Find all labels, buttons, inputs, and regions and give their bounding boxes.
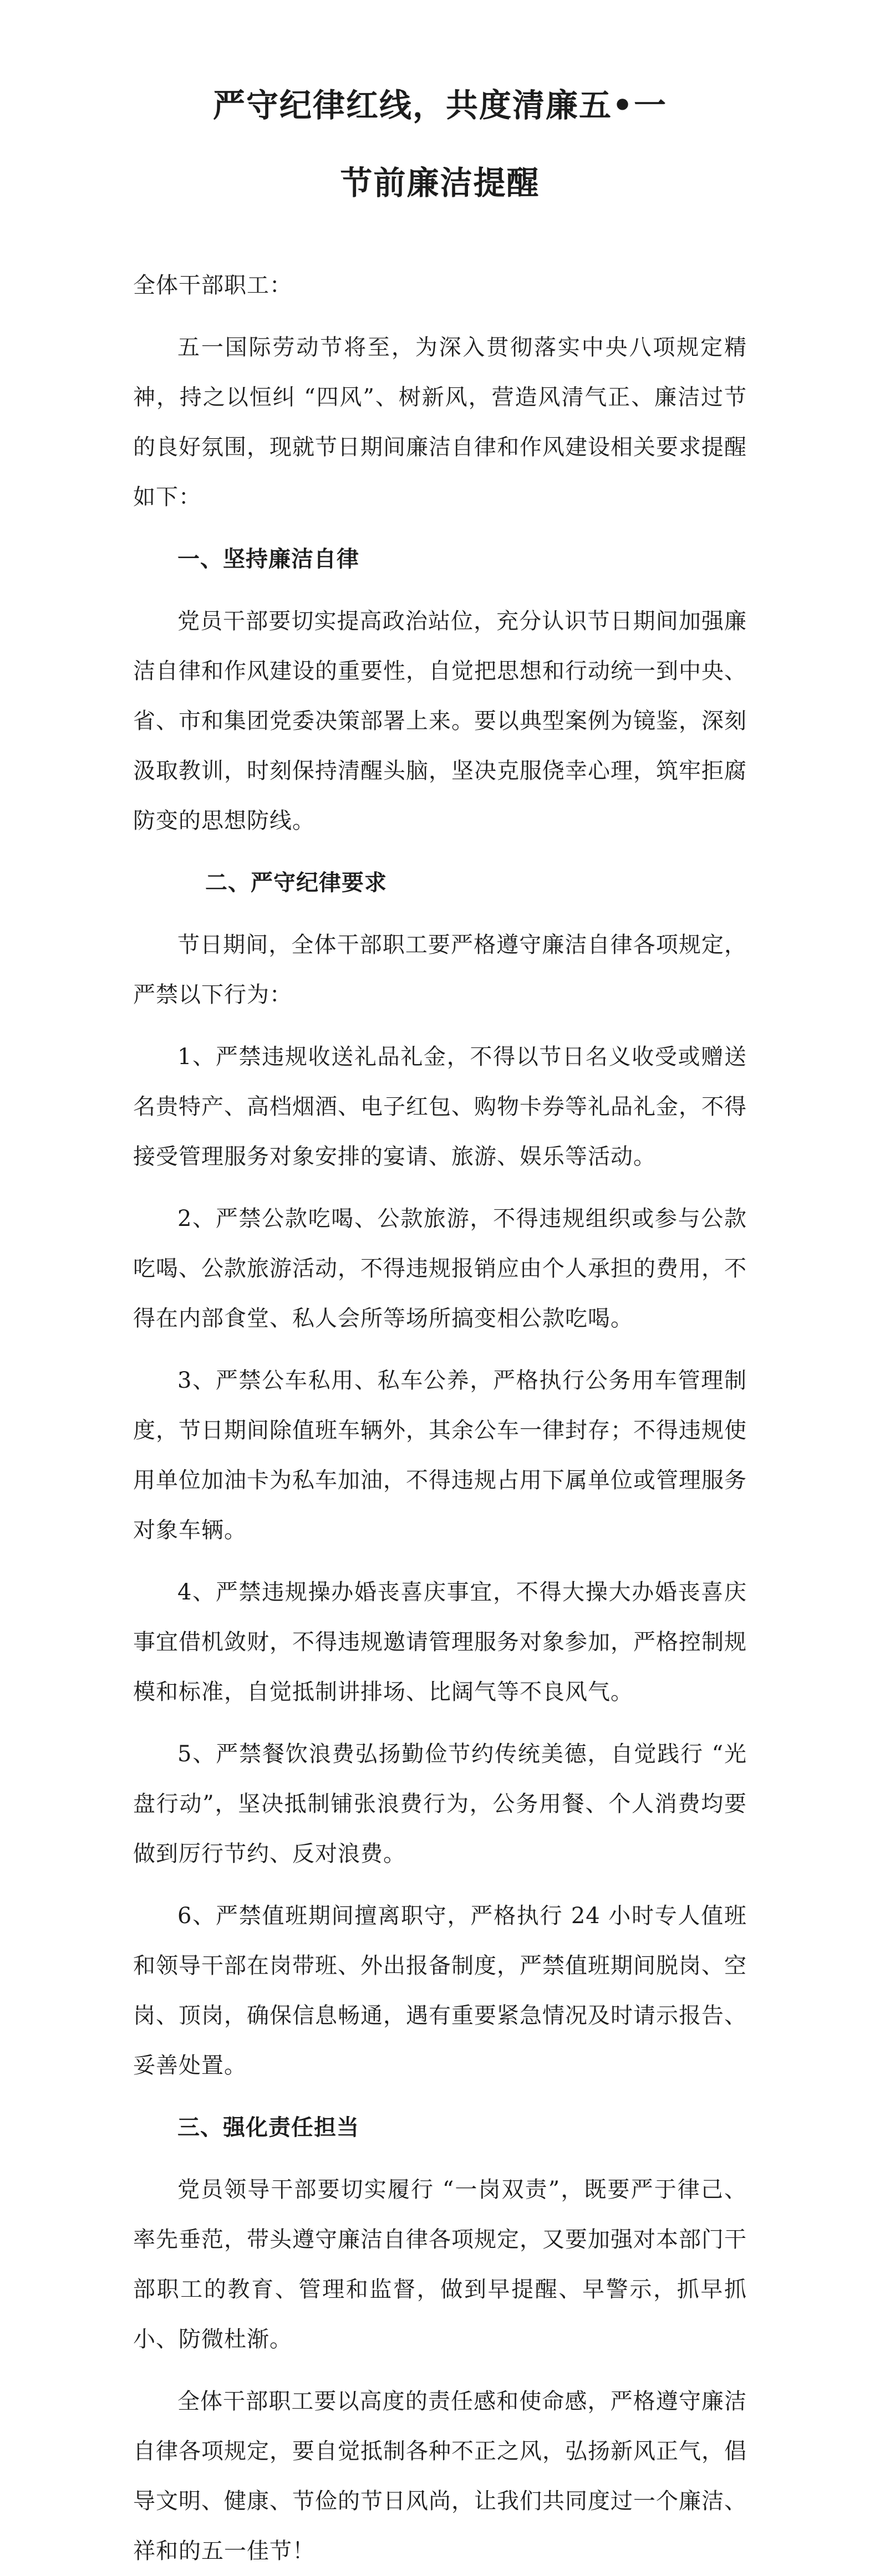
rule-item-3: 3、严禁公车私用、私车公养，严格执行公务用车管理制度，节日期间除值班车辆外，其余公车一律封存；不得违规使用单位加油卡为私车加油，不得违规占用下属单位或管理服务对象车辆。 bbox=[133, 1368, 747, 1543]
rule-item-2: 2、严禁公款吃喝、公款旅游，不得违规组织或参与公款吃喝、公款旅游活动，不得违规报销应由个人承担的费用，不得在内部食堂、私人会所等场所搞变相公款吃喝。 bbox=[133, 1206, 747, 1331]
section-heading-1: 一、坚持廉洁自律 bbox=[177, 546, 359, 572]
section-2-paragraph-1: 节日期间，全体干部职工要严格遵守廉洁自律各项规定，严禁以下行为： bbox=[133, 932, 747, 1008]
rule-item-6: 6、严禁值班期间擅离职守，严格执行 24 小时专人值班和领导干部在岗带班、外出报备制度，严禁值班期间脱岗、空岗、顶岗，确保信息畅通，遇有重要紧急情况及时请示报告、妥善处置。 bbox=[133, 1903, 747, 2078]
intro-paragraph: 五一国际劳动节将至，为深入贯彻落实中央八项规定精神，持之以恒纠 “四风”、树新风，营造风清气正、廉洁过节的良好氛围，现就节日期间廉洁自律和作风建设相关要求提醒如下： bbox=[133, 335, 747, 510]
title-line-1: 严守纪律红线，共度清廉五•一 bbox=[212, 86, 668, 124]
closing-paragraph: 全体干部职工要以高度的责任感和使命感，严格遵守廉洁自律各项规定，要自觉抵制各种不正之风，弘扬新风正气，倡导文明、健康、节俭的节日风尚，让我们共同度过一个廉洁、祥和的五一佳节！ bbox=[133, 2389, 747, 2564]
title-line-2: 节前廉洁提醒 bbox=[340, 164, 540, 202]
salutation: 全体干部职工： bbox=[133, 273, 292, 298]
rule-item-5: 5、严禁餐饮浪费弘扬勤俭节约传统美德，自觉践行 “光盘行动”，坚决抵制铺张浪费行为，公务用餐、个人消费均要做到厉行节约、反对浪费。 bbox=[133, 1741, 747, 1867]
section-heading-3: 三、强化责任担当 bbox=[177, 2115, 359, 2140]
section-heading-2: 二、严守纪律要求 bbox=[205, 870, 387, 896]
section-3-paragraph-1: 党员领导干部要切实履行 “一岗双责”，既要严于律己、率先垂范，带头遵守廉洁自律各项规定，又要加强对本部门干部职工的教育、管理和监督，做到早提醒、早警示，抓早抓小、防微杜渐。 bbox=[133, 2177, 747, 2352]
rule-item-4: 4、严禁违规操办婚丧喜庆事宜，不得大操大办婚丧喜庆事宜借机敛财，不得违规邀请管理服务对象参加，严格控制规模和标准，自觉抵制讲排场、比阔气等不良风气。 bbox=[133, 1580, 747, 1705]
rule-item-1: 1、严禁违规收送礼品礼金，不得以节日名义收受或赠送名贵特产、高档烟酒、电子红包、购物卡券等礼品礼金，不得接受管理服务对象安排的宴请、旅游、娱乐等活动。 bbox=[133, 1044, 747, 1169]
title-block bbox=[133, 67, 747, 222]
section-1-paragraph-1: 党员干部要切实提高政治站位，充分认识节日期间加强廉洁自律和作风建设的重要性，自觉把思想和行动统一到中央、省、市和集团党委决策部署上来。要以典型案例为镜鉴，深刻汲取教训，时刻保持清醒头脑，坚决克服侥幸心理，筑牢拒腐防变的思想防线。 bbox=[133, 609, 747, 834]
